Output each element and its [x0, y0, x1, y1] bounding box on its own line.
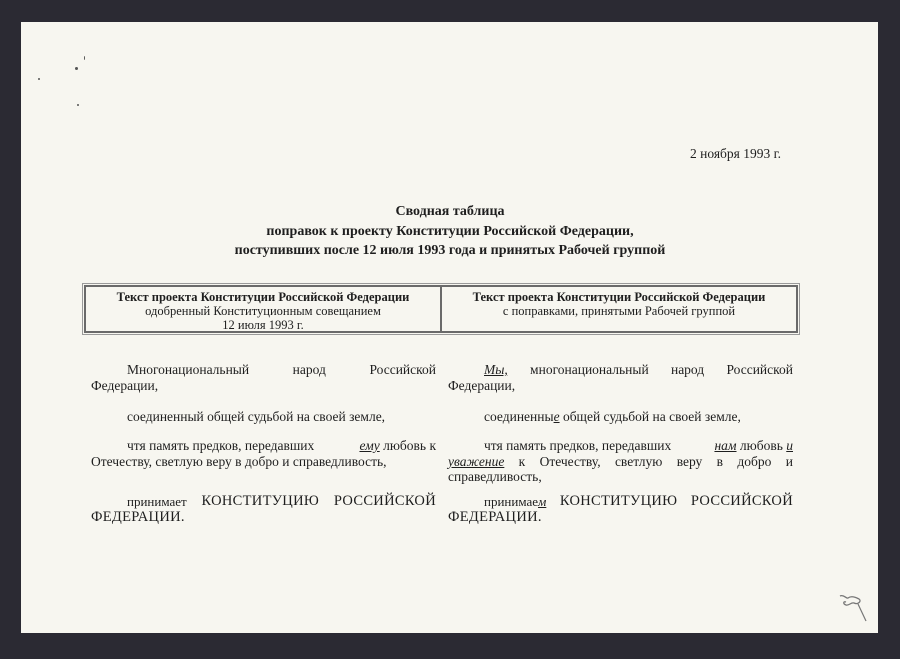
document-title [0, 202, 900, 261]
paragraph-line: ФЕДЕРАЦИИ. [448, 508, 542, 525]
paragraph-line: ФЕДЕРАЦИИ. [91, 508, 185, 525]
document-date: 2 ноября 1993 г. [690, 146, 782, 161]
header-cell-original [86, 287, 442, 331]
paragraph-line [448, 454, 793, 470]
paragraph-1 [91, 362, 436, 393]
paragraph-line: Федерации, [448, 377, 516, 393]
amended-word: ему [359, 438, 380, 453]
paragraph-4 [91, 494, 436, 525]
title-line-1: Сводная таблица [395, 204, 505, 219]
paragraph-4 [448, 494, 793, 525]
title-line-3: поступивших после 12 июля 1993 года и принятых Рабочей группой [234, 243, 666, 258]
handwritten-initials-icon [838, 593, 872, 627]
header-amended-subtitle: с поправками, принятыми Рабочей группой [502, 304, 736, 318]
paragraph-text: соединенный общей судьбой на своей земле, [127, 409, 386, 424]
paragraph-3 [91, 438, 436, 469]
text-segment: чтя память предков, передавших [484, 438, 672, 453]
amended-word: нам [714, 438, 737, 453]
text-word: к [518, 453, 526, 469]
paragraph-line [448, 494, 793, 510]
paragraph-line [448, 438, 793, 454]
paragraph-3 [448, 438, 793, 485]
paragraph-line [91, 438, 436, 454]
paper-speck [75, 67, 78, 70]
text-word: Российской [726, 362, 793, 377]
header-original-date: 12 июля 1993 г. [222, 318, 304, 332]
text-segment: соединенны [484, 409, 554, 424]
text-word: многонациональный [530, 362, 649, 377]
amended-word: м [538, 494, 547, 509]
paragraph-line [448, 362, 793, 378]
amended-word: и [786, 438, 793, 453]
text-word: и [785, 453, 793, 469]
text-segment: принимае [484, 494, 539, 509]
text-segment: любовь [739, 438, 783, 453]
paragraph-line: справедливость, [448, 469, 542, 484]
paper-speck [84, 56, 85, 60]
text-segment: КОНСТИТУЦИЮ [201, 493, 320, 509]
paragraph-2 [91, 409, 436, 425]
paragraph-line: Отечеству, светлую веру в добро и справедливость, [91, 453, 387, 469]
text-word: народ [292, 362, 326, 377]
paragraph-2 [448, 409, 793, 425]
text-segment: чтя память предков, передавших [127, 438, 315, 453]
text-segment: РОССИЙСКОЙ [690, 493, 793, 509]
text-word: Отечеству, [539, 453, 601, 469]
paragraph-line: Федерации, [91, 377, 159, 393]
header-amended-title: Текст проекта Конституции Российской Федерации [472, 290, 766, 304]
text-word: Российской [369, 362, 436, 377]
header-original-subtitle: одобренный Конституционным совещанием [145, 304, 381, 318]
paragraph-1 [448, 362, 793, 393]
paper-speck [38, 78, 40, 80]
text-word: Многонациональный [127, 362, 250, 377]
header-original-title: Текст проекта Конституции Российской Федерации [116, 290, 410, 304]
text-word: народ [670, 362, 705, 377]
text-word: веру [676, 453, 703, 469]
text-segment: принимает [127, 494, 187, 509]
text-word: в [716, 453, 724, 469]
text-word: светлую [614, 453, 663, 469]
text-segment: РОССИЙСКОЙ [333, 493, 436, 509]
amended-word: уважение [448, 453, 505, 469]
paragraph-line [91, 362, 436, 378]
header-cell-amended [442, 287, 796, 331]
text-word: добро [737, 453, 772, 469]
paper-speck [77, 104, 79, 106]
paragraph-line [91, 494, 436, 510]
text-segment: любовь к [383, 438, 436, 453]
text-segment: КОНСТИТУЦИЮ [559, 493, 678, 509]
title-line-2: поправок к проекту Конституции Российской Федерации, [266, 223, 634, 239]
comparison-table-header [84, 285, 798, 333]
amended-word: е [553, 409, 560, 424]
amended-word: Мы, [484, 362, 508, 377]
text-segment: общей судьбой на своей земле, [562, 409, 741, 424]
